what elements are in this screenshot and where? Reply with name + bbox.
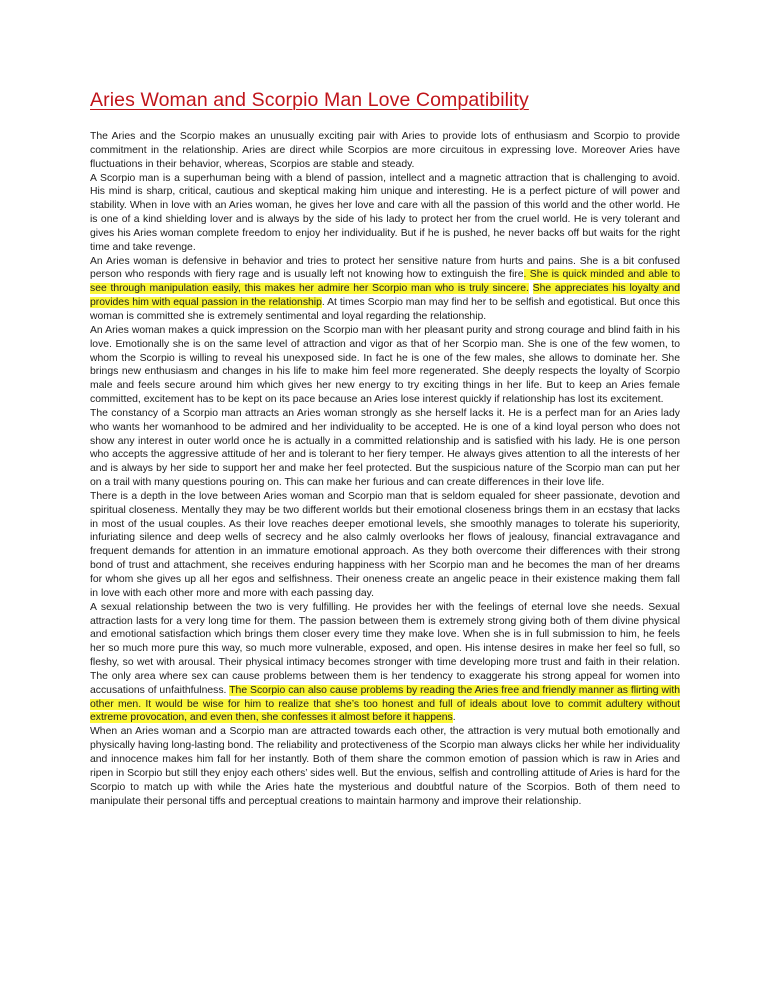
paragraph-text: The Aries and the Scorpio makes an unusually exciting pair with Aries to provide lots of enthusiasm and Scorpio to provide commitment in the relationship. Aries are direct while Scorpios are more circuitous in expressing love. Moreover Aries have fluctuations in their behavior, whereas, Scorpios are stable and steady. <box>90 131 680 170</box>
paragraph <box>90 601 680 726</box>
paragraph <box>90 172 680 255</box>
paragraph-text: . At times Scorpio man may find her to be selfish and egotistical. But once this woman is committed she is extremely sentimental and loyal regarding the relationship. <box>90 297 680 322</box>
paragraph-text: A sexual relationship between the two is very fulfilling. He provides her with the feelings of eternal love she needs. Sexual attraction lasts for a very long time for them. The passion between them is extremely strong giving both of them divine physical and emotional satisfaction which brings them closer every time they make love. When she is in full submission to him, he feels her so much more pure this way, so much more vulnerable, exposed, and open. His intense desires in make her feel so full, so fleshy, so wet with arousal. Their physical intimacy becomes stronger with time developing more trust and faith in their relation. The only area where sex can cause problems between them is her tendency to exaggerate his strong appeal for women into accusations of unfaithfulness. <box>90 601 680 696</box>
paragraph <box>90 725 680 808</box>
paragraph-text: The constancy of a Scorpio man attracts an Aries woman strongly as she herself lacks it. He is a perfect man for an Aries lady who wants her womanhood to be admired and her individuality to be accepted. He is one of a kind loyal person who does not show any interest in outer world once he is actually in a committed relationship and is satisfied with his lady. He is one person who accepts the aggressive attitude of her and is tolerant to her fiery temper. He always gives attention to all the interests of her and is always by her side to support her and make her feel protected. But the suspicious nature of the Scorpio man can put her on a trail with many questions pouring on. This can make her furious and can create differences in their love life. <box>90 407 680 489</box>
highlighted-text: She appreciates his loyalty and provides him with equal passion in the relationship <box>90 283 680 309</box>
paragraph <box>90 130 680 172</box>
paragraph <box>90 490 680 601</box>
paragraph-text: There is a depth in the love between Aries woman and Scorpio man that is seldom equaled for sheer passionate, devotion and spiritual closeness. Mentally they may be two different worlds but their emotional closeness brings them in an ecstasy that lacks in most of the usual couples. As their love reaches deeper emotional levels, she smoothly manages to tolerate his superiority, infuriating silence and deep wells of secrecy and he also calmly overlooks her flows of jealousy, financial extravagance and frequent demands for attention in an immature emotional approach. As they both overcome their differences with their strong bond of trust and attachment, she receives enduring happiness with her Scorpio man and he becomes the man of her dreams for whom she gives up all her egos and selfishness. Their oneness create an angelic peace in their existence making them fall in love with each other more and more with each passing day. <box>90 490 680 599</box>
document-title: Aries Woman and Scorpio Man Love Compatibility <box>90 89 529 111</box>
highlighted-text: . She is quick minded and able to see through manipulation easily, this makes her admire her Scorpio man who is truly sincere. <box>90 269 680 295</box>
paragraph <box>90 407 680 490</box>
paragraph-text: An Aries woman makes a quick impression on the Scorpio man with her pleasant purity and strong courage and blind faith in his love. Emotionally she is on the same level of attraction and vigor as that of her Scorpio man. She is one of the few women, to whom the Scorpio is willing to reveal his unexposed side. In fact he is one of the few males, she allows to dominate her. She brings new enthusiasm and changes in his life to make him feel more regenerated. She deeply respects the loyalty of Scorpio male and feels secure around him which gives her new energy to try exciting things in her life. But to keep an Aries female committed, excitement has to be kept on its pace because an Aries lose interest quickly if relationship has lost its excitement. <box>90 324 680 406</box>
paragraph <box>90 255 680 324</box>
highlighted-text: The Scorpio can also cause problems by reading the Aries free and friendly manner as flirting with other men. It would be wise for him to realize that she’s too honest and full of ideals about love to commit adultery without extreme provocation, and even then, she confesses it almost before it happens <box>90 684 680 724</box>
paragraph <box>90 324 680 407</box>
document-body <box>90 130 680 808</box>
paragraph-text: When an Aries woman and a Scorpio man are attracted towards each other, the attraction is very mutual both emotionally and physically having long-lasting bond. The reliability and protectiveness of the Scorpio man always clicks her while her individuality and innocence makes him fall for her instantly. Both of them share the common emotion of passion which is raw in Aries and ripen in Scorpio but still they enjoy each others’ sides well. But the envious, selfish and controlling attitude of Aries is hard for the Scorpio to match up with while the Aries hate the mysterious and doubtful nature of the Scorpios. Both of them need to manipulate their personal tiffs and perceptual creations to maintain harmony and improve their relationship. <box>90 726 680 807</box>
paragraph-text: . <box>452 712 456 724</box>
paragraph-text: An Aries woman is defensive in behavior and tries to protect her sensitive nature from hurts and pains. She is a bit confused person who responds with fiery rage and is usually left not knowing how to extinguish the fire <box>90 255 680 281</box>
paragraph-text: A Scorpio man is a superhuman being with a blend of passion, intellect and a magnetic attraction that is challenging to avoid. His mind is sharp, critical, cautious and skeptical making him unique and interesting. He is a perfect picture of will power and stability. When in love with an Aries woman, he gives her love and care with all the passion of this world and the other world. He is one of a kind shielding lover and is always by the side of his lady to protect her from the cruel world. He is very tolerant and gives his Aries woman complete freedom to enjoy her individuality. But if he is pushed, he never backs off but waits for the right time and take revenge. <box>90 172 680 253</box>
